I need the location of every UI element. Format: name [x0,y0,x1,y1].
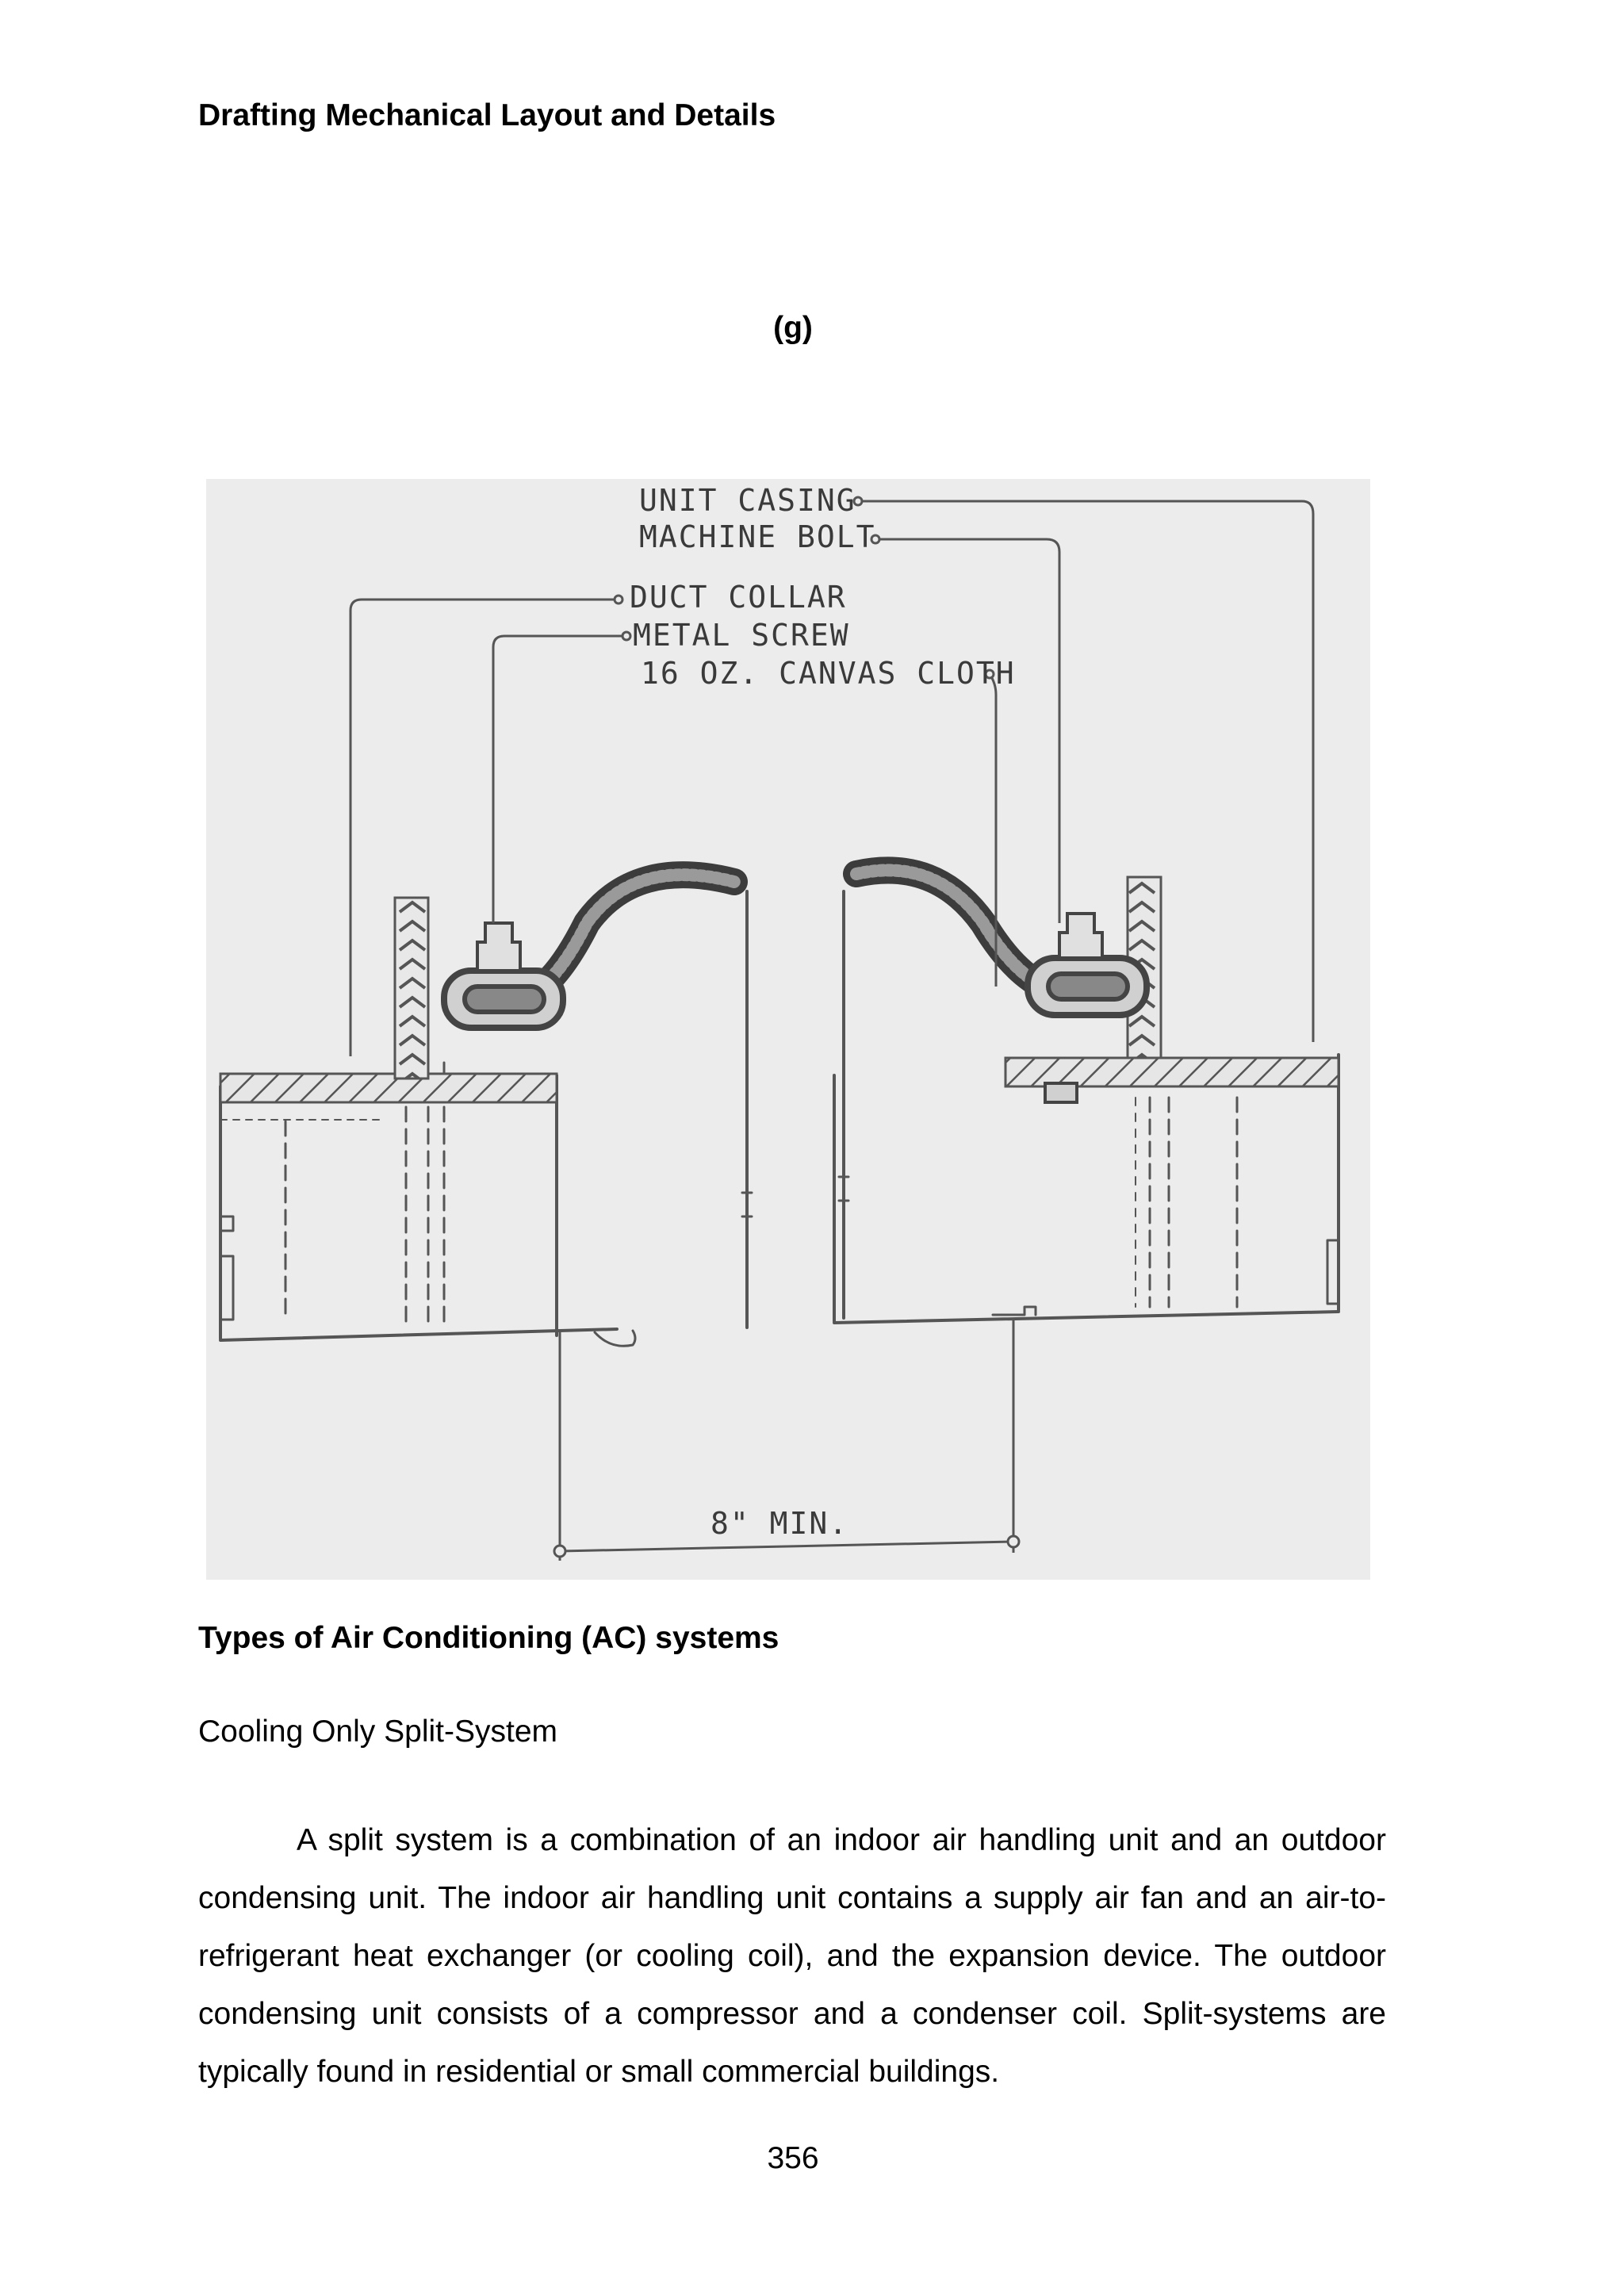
callout-duct-collar: DUCT COLLAR [630,580,847,615]
callout-machine-bolt: MACHINE BOLT [639,519,876,554]
figure-label: (g) [773,311,813,345]
callout-canvas-cloth: 16 OZ. CANVAS CLOTH [641,656,1016,691]
callout-unit-casing: UNIT CASING [639,483,856,518]
subsection-title: Cooling Only Split-System [198,1715,557,1749]
callout-labels [630,483,1016,691]
flexible-connection-drawing [206,479,1370,1580]
right-unit-body [834,1055,1339,1323]
section-title: Types of Air Conditioning (AC) systems [198,1621,779,1655]
drawing-svg [206,479,1370,1580]
dimension-label: 8" MIN. [710,1506,849,1541]
left-unit-body [220,1063,617,1340]
body-paragraph: A split system is a combination of an indoor air handling unit and an outdoor condensing unit. The indoor air handling unit contains a supply air fan and an air-to-refrigerant heat exchanger (or cooling coil), and the expansion device. The outdoor condensing unit consists of a compressor and a condenser coil. Split-systems are typically found in residential or small commercial buildings. [198,1823,1386,2089]
page-number: 356 [767,2141,819,2175]
casing-flanges [220,1058,1339,1102]
callout-metal-screw: METAL SCREW [633,618,850,653]
running-header: Drafting Mechanical Layout and Details [198,98,776,132]
duct-collars [595,891,1036,1346]
